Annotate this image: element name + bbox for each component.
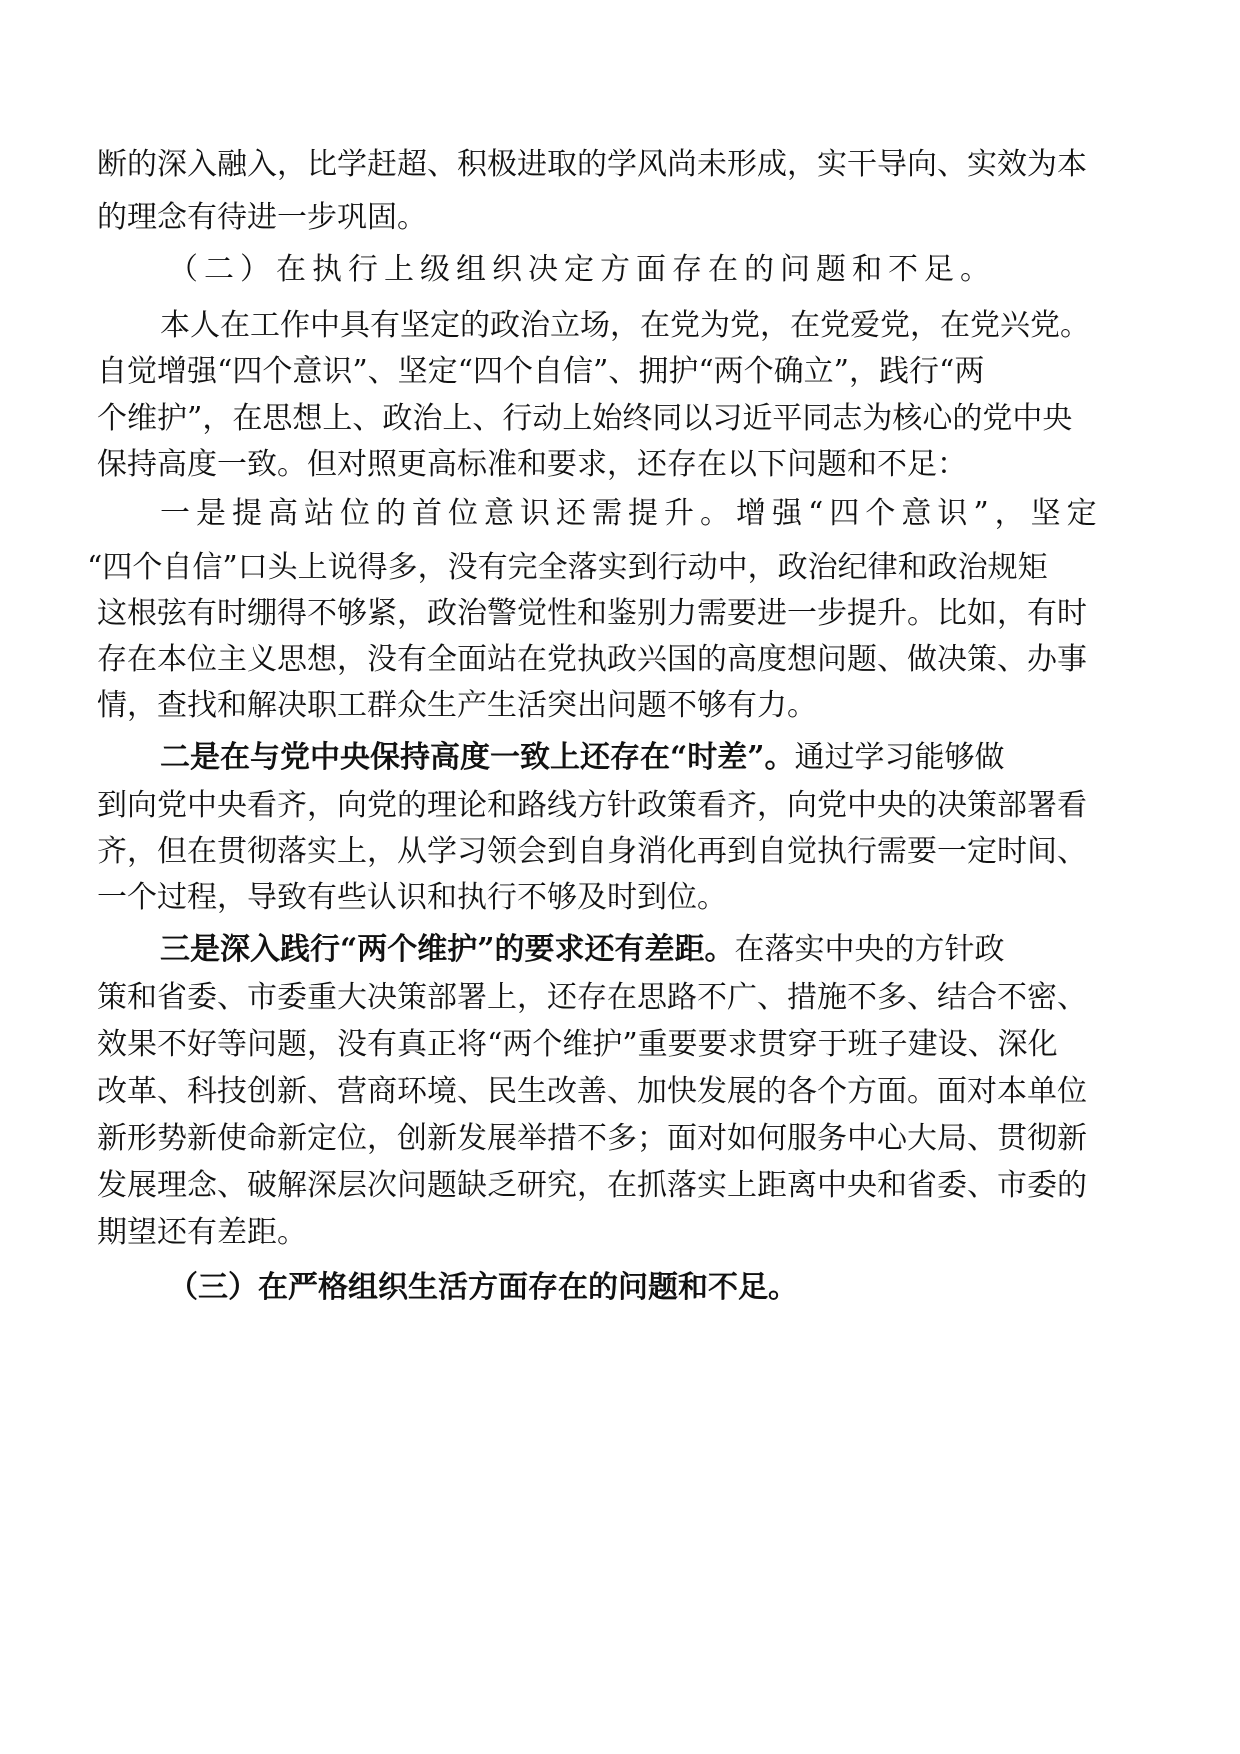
paragraph-line: 效果不好等问题，没有真正将“两个维护”重要要求贯穿于班子建设、深化: [97, 1027, 1058, 1062]
paragraph-line: 一个过程，导致有些认识和执行不够及时到位。: [97, 880, 727, 915]
paragraph-lead-rest: 通过学习能够做: [794, 740, 1005, 775]
paragraph-line: 新形势新使命新定位，创新发展举措不多；面对如何服务中心大局、贯彻新: [97, 1121, 1087, 1156]
section-heading: （二）在执行上级组织决定方面存在的问题和不足。: [168, 252, 996, 287]
paragraph-line: 的理念有待进一步巩固。: [97, 200, 427, 235]
paragraph-line: 这根弦有时绷得不够紧，政治警觉性和鉴别力需要进一步提升。比如，有时: [97, 596, 1087, 631]
paragraph-line: [160, 930, 1005, 970]
section-heading: （三）在严格组织生活方面存在的问题和不足。: [168, 1270, 798, 1305]
paragraph-line: [160, 738, 1005, 778]
paragraph-line: 到向党中央看齐，向党的理论和路线方针政策看齐，向党中央的决策部署看: [97, 788, 1087, 823]
paragraph-line: 齐，但在贯彻落实上，从学习领会到自身消化再到自觉执行需要一定时间、: [97, 834, 1087, 869]
paragraph-line: 期望还有差距。: [97, 1215, 307, 1250]
paragraph-line: 存在本位主义思想，没有全面站在党执政兴国的高度想问题、做决策、办事: [97, 642, 1087, 677]
paragraph-line: 一是提高站位的首位意识还需提升。增强“四个意识”，坚定: [160, 496, 1103, 531]
paragraph-line: 保持高度一致。但对照更高标准和要求，还存在以下问题和不足：: [97, 447, 967, 482]
paragraph-line: 改革、科技创新、营商环境、民生改善、加快发展的各个方面。面对本单位: [97, 1074, 1087, 1109]
paragraph-line: 策和省委、市委重大决策部署上，还存在思路不广、措施不多、结合不密、: [97, 980, 1087, 1015]
paragraph-lead-rest: 在落实中央的方针政: [734, 932, 1005, 967]
paragraph-line: “四个自信”口头上说得多，没有完全落实到行动中，政治纪律和政治规矩: [87, 550, 1048, 585]
paragraph-line: 发展理念、破解深层次问题缺乏研究，在抓落实上距离中央和省委、市委的: [97, 1168, 1087, 1203]
paragraph-lead-bold: 三是深入践行“两个维护”的要求还有差距。: [160, 932, 735, 967]
paragraph-lead-bold: 二是在与党中央保持高度一致上还存在“时差”。: [160, 740, 795, 775]
paragraph-line: 情，查找和解决职工群众生产生活突出问题不够有力。: [97, 688, 817, 723]
paragraph-line: 断的深入融入，比学赶超、积极进取的学风尚未形成，实干导向、实效为本: [97, 147, 1087, 182]
paragraph-line: 自觉增强“四个意识”、坚定“四个自信”、拥护“两个确立”，践行“两: [97, 354, 985, 389]
paragraph-line: 本人在工作中具有坚定的政治立场，在党为党，在党爱党，在党兴党。: [160, 308, 1090, 343]
paragraph-line: 个维护”，在思想上、政治上、行动上始终同以习近平同志为核心的党中央: [97, 401, 1073, 436]
